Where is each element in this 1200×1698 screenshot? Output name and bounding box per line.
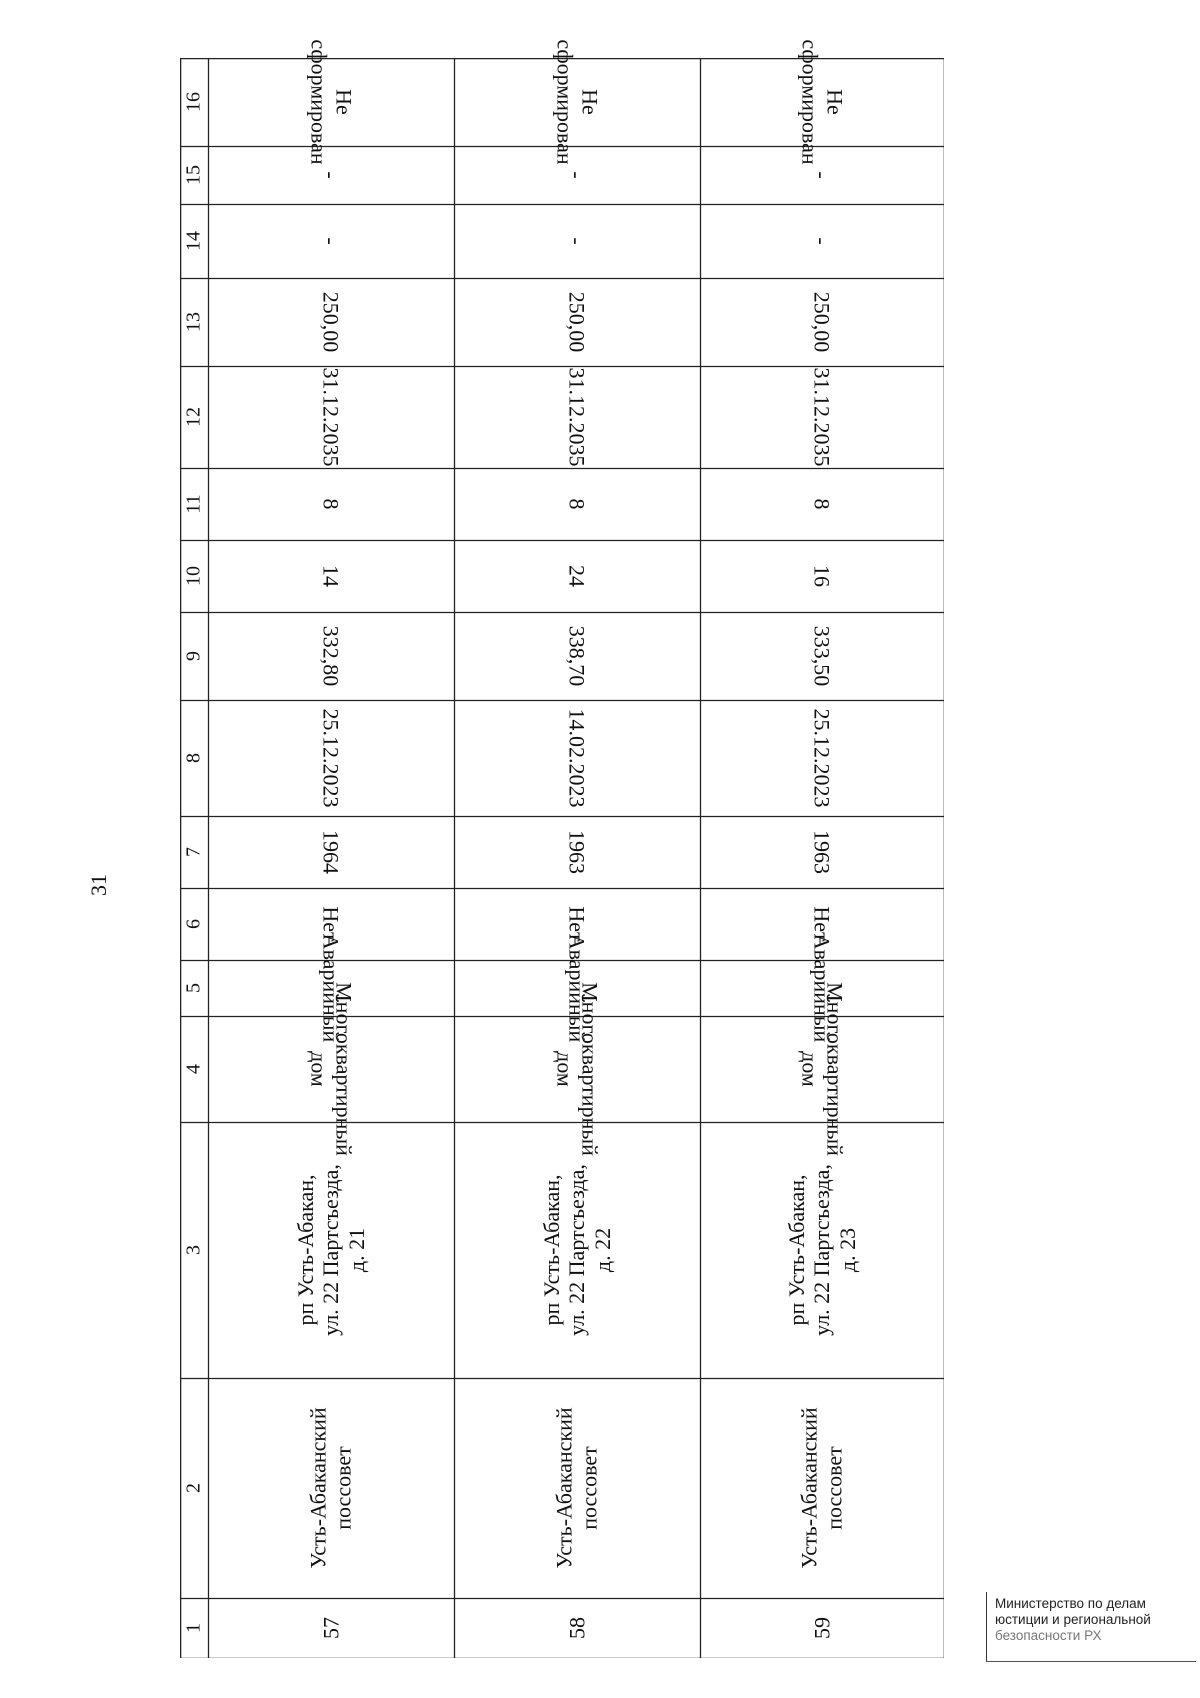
table-cell-number-text: 59 xyxy=(809,1617,835,1639)
table-cell-municipality-text: Усть-Абаканский поссовет xyxy=(305,1407,356,1569)
column-header-9 xyxy=(180,612,208,700)
stamp-line-2: юстиции и региональной xyxy=(995,1612,1151,1627)
table-cell-col6-text: Нет xyxy=(318,906,344,942)
table-cell-date-recognized-text: 25.12.2023 xyxy=(809,708,835,808)
table-cell-year xyxy=(208,816,454,888)
table-cell-address xyxy=(700,1122,944,1378)
column-header-15 xyxy=(180,146,208,204)
table-cell-col11 xyxy=(208,468,454,540)
column-header-15-text: 15 xyxy=(182,165,205,185)
table-cell-address xyxy=(208,1122,454,1378)
column-header-12-text: 12 xyxy=(182,407,205,427)
table-cell-house-type-text: Многоквартирный дом xyxy=(797,982,848,1156)
table-cell-municipality-text: Усть-Абаканский поссовет xyxy=(551,1407,602,1569)
table-cell-col6-text: Нет xyxy=(564,906,590,942)
page-number: 31 xyxy=(86,874,111,896)
table-cell-year-text: 1963 xyxy=(564,830,590,874)
stamp-line-1: Министерство по делам xyxy=(995,1596,1146,1611)
table-cell-residents-text: 24 xyxy=(564,565,590,587)
table-cell-col15 xyxy=(454,146,700,204)
table-cell-col16 xyxy=(208,39,454,165)
table-cell-col11-text: 8 xyxy=(318,498,344,510)
column-header-14 xyxy=(180,204,208,278)
table-cell-col11 xyxy=(700,468,944,540)
table-cell-col13-text: 250,00 xyxy=(318,291,344,353)
table-cell-col16-text: Не сформирован xyxy=(552,39,603,165)
table-cell-house-type-text: Многоквартирный дом xyxy=(306,982,357,1156)
table-cell-col16-text: Не сформирован xyxy=(306,39,357,165)
column-header-4 xyxy=(180,1016,208,1122)
table-cell-col13 xyxy=(208,278,454,366)
column-header-2-text: 2 xyxy=(182,1483,205,1493)
table-cell-address-text: рп Усть-Абакан, ул. 22 Партсъезда, д. 21 xyxy=(293,1164,369,1336)
table-cell-col14-text: - xyxy=(809,237,835,245)
table-cell-col14-text: - xyxy=(564,237,590,245)
table-cell-address-text: рп Усть-Абакан, ул. 22 Партсъезда, д. 22 xyxy=(539,1164,615,1336)
table-cell-status-text: Аварийный xyxy=(809,933,835,1043)
table-cell-number-text: 57 xyxy=(318,1617,344,1639)
table-cell-residents xyxy=(700,540,944,612)
table-cell-area-text: 338,70 xyxy=(564,625,590,687)
table-cell-col16 xyxy=(454,39,700,165)
column-header-7-text: 7 xyxy=(182,847,205,857)
table-cell-area xyxy=(454,612,700,700)
table-cell-col13 xyxy=(454,278,700,366)
table-cell-date-recognized xyxy=(700,700,944,816)
column-header-8-text: 8 xyxy=(182,753,205,763)
column-header-14-text: 14 xyxy=(182,231,205,251)
table-cell-col14 xyxy=(454,204,700,278)
column-header-16-text: 16 xyxy=(182,92,205,112)
table-cell-col11-text: 8 xyxy=(809,498,835,510)
table-cell-area xyxy=(700,612,944,700)
table-cell-address xyxy=(454,1122,700,1378)
table-cell-col16-text: Не сформирован xyxy=(797,39,848,165)
column-header-11 xyxy=(180,468,208,540)
column-header-1-text: 1 xyxy=(182,1623,205,1633)
table-cell-col13 xyxy=(700,278,944,366)
column-header-5 xyxy=(180,960,208,1016)
column-header-9-text: 9 xyxy=(182,651,205,661)
table-cell-col15-text: - xyxy=(564,171,590,179)
column-header-6 xyxy=(180,888,208,960)
table-cell-year-text: 1963 xyxy=(809,830,835,874)
table-cell-col15-text: - xyxy=(318,171,344,179)
table-cell-date-recognized-text: 14.02.2023 xyxy=(564,708,590,808)
table-cell-deadline xyxy=(208,366,454,468)
table-cell-col15 xyxy=(208,146,454,204)
table-cell-number xyxy=(208,1598,454,1658)
table-cell-year xyxy=(700,816,944,888)
table-cell-municipality xyxy=(454,1378,700,1598)
table-cell-area-text: 333,50 xyxy=(809,625,835,687)
table-cell-date-recognized xyxy=(454,700,700,816)
table-cell-municipality-text: Усть-Абаканский поссовет xyxy=(796,1407,847,1569)
table-cell-deadline-text: 31.12.2035 xyxy=(809,367,835,467)
table-cell-house-type-text: Многоквартирный дом xyxy=(552,982,603,1156)
table-cell-residents xyxy=(208,540,454,612)
column-header-6-text: 6 xyxy=(182,919,205,929)
table-cell-col14 xyxy=(208,204,454,278)
table-cell-number xyxy=(700,1598,944,1658)
column-header-1 xyxy=(180,1598,208,1658)
column-header-16 xyxy=(180,58,208,146)
table-cell-deadline-text: 31.12.2035 xyxy=(564,367,590,467)
table-cell-area-text: 332,80 xyxy=(318,625,344,687)
table-cell-col13-text: 250,00 xyxy=(809,291,835,353)
table-cell-col6-text: Нет xyxy=(809,906,835,942)
column-header-13-text: 13 xyxy=(182,312,205,332)
table-cell-col15 xyxy=(700,146,944,204)
table-cell-col14-text: - xyxy=(318,237,344,245)
table-cell-date-recognized-text: 25.12.2023 xyxy=(318,708,344,808)
table-cell-number xyxy=(454,1598,700,1658)
table-cell-year-text: 1964 xyxy=(318,830,344,874)
table-cell-number-text: 58 xyxy=(564,1617,590,1639)
column-header-3-text: 3 xyxy=(182,1245,205,1255)
table-cell-residents-text: 14 xyxy=(318,565,344,587)
table-cell-deadline xyxy=(454,366,700,468)
table-cell-col11 xyxy=(454,468,700,540)
table-cell-status-text: Аварийный xyxy=(564,933,590,1043)
table-cell-deadline xyxy=(700,366,944,468)
column-header-13 xyxy=(180,278,208,366)
column-header-8 xyxy=(180,700,208,816)
column-header-7 xyxy=(180,816,208,888)
column-header-4-text: 4 xyxy=(182,1064,205,1074)
registration-stamp xyxy=(986,1592,1196,1662)
column-header-5-text: 5 xyxy=(182,983,205,993)
table-cell-residents-text: 16 xyxy=(809,565,835,587)
stamp-line-3: безопасности РХ xyxy=(995,1628,1102,1643)
table-cell-date-recognized xyxy=(208,700,454,816)
table-cell-col15-text: - xyxy=(809,171,835,179)
column-header-3 xyxy=(180,1122,208,1378)
table-cell-col14 xyxy=(700,204,944,278)
table-cell-year xyxy=(454,816,700,888)
column-header-10 xyxy=(180,540,208,612)
column-header-2 xyxy=(180,1378,208,1598)
table-cell-deadline-text: 31.12.2035 xyxy=(318,367,344,467)
table-cell-col11-text: 8 xyxy=(564,498,590,510)
table-cell-municipality xyxy=(208,1378,454,1598)
column-header-10-text: 10 xyxy=(182,566,205,586)
table-cell-address-text: рп Усть-Абакан, ул. 22 Партсъезда, д. 23 xyxy=(784,1164,860,1336)
table-cell-residents xyxy=(454,540,700,612)
table-cell-area xyxy=(208,612,454,700)
table-cell-col13-text: 250,00 xyxy=(564,291,590,353)
column-header-12 xyxy=(180,366,208,468)
column-header-11-text: 11 xyxy=(182,494,205,514)
table-cell-municipality xyxy=(700,1378,944,1598)
table-cell-col16 xyxy=(700,39,944,165)
register-table xyxy=(180,39,944,1658)
table-cell-status-text: Аварийный xyxy=(318,933,344,1043)
